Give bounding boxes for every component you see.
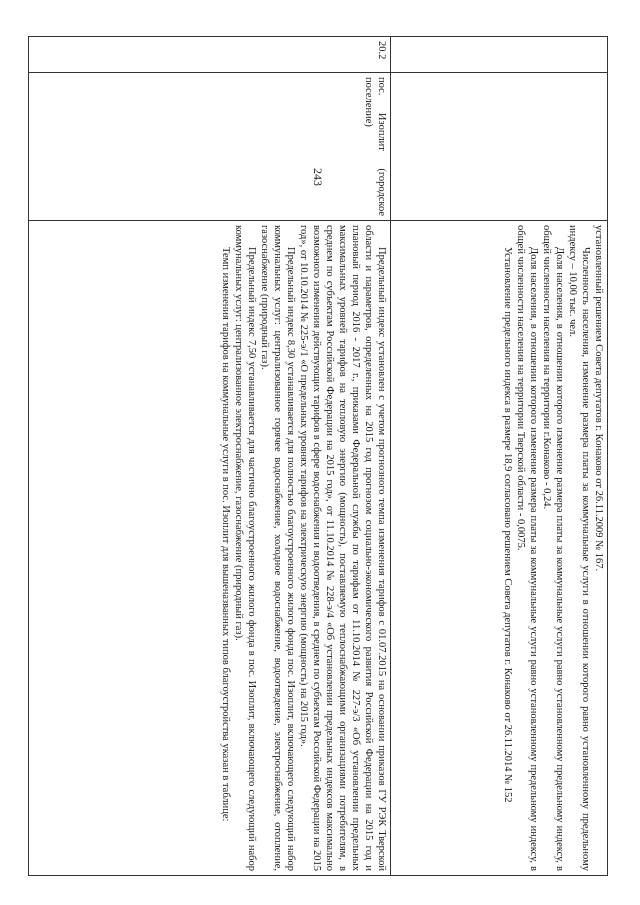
description-cell (391, 221, 608, 876)
description-paragraph: установленный решением Совета депутатов г. Конаково от 26.11.2009 № 167. (593, 225, 604, 572)
table-row (29, 37, 391, 876)
page-number: 243 (311, 168, 325, 186)
description-paragraph: Доля населения, в отношении которого изменение размера платы за коммунальные услуги равно установленному предельному индексу, в общей численности населения на территории г.Конаково - 0,24. (541, 225, 565, 871)
row-number-cell (391, 37, 608, 73)
tariff-table (28, 36, 608, 876)
description-paragraph: Установление предельного индекса в размере 18,9 согласовано решением Совета депутатов г. Конаково от 26.11.2014 № 152 (502, 247, 513, 803)
row-number-cell: 20.2 (29, 37, 391, 73)
rotated-table-wrapper (28, 36, 608, 876)
description-paragraph: Численность населения, изменение размера платы за коммунальные услуги в отношении которого равно установленному предельному индексу – 10,00 тыс. чел. (567, 225, 591, 871)
description-cell (29, 221, 391, 876)
municipality-name-cell (391, 73, 608, 221)
description-paragraph: Предельный индекс 8,30 устанавливается для полностью благоустроенного жилого фонда пос. Изоплит, включающего следующий набор коммунальных услуг: централизованное горячее водоснабжение, холодное водоснабжение, водоотведение, электроснабжение, отопление, газоснабжение (природный газ). (259, 225, 296, 871)
description-paragraph: Предельный индекс установлен с учетом прогнозного темпа изменения тарифов с 01.07.2015 на основании приказов ГУ РЭК Тверской области и параметров, определенных на 2015 год прогнозом социально-экономического развития Российской Федерации на 2015 год и плановый период 2016 - 2017 г., приказами Федеральной службы по тарифам от 11.10.2014 № 227-э/3 «Об установлении предельных максимальных уровней тарифов на тепловую энергию (мощность), поставляемую теплоснабжающими организациями потребителям, в среднем по субъектам Российской Федерации на 2015 год», от 11.10.2014 № 228-э/4 «Об установлении предельных индексов максимально возможного изменения действующих тарифов в сфере водоснабжения и водоотведения, в среднем по субъектам Российской Федерации на 2015 год», от 10.10.2014 № 225-э/1 «О предельных уровнях тарифов на электрическую энергию (мощность) на 2015 год». (298, 225, 387, 871)
description-paragraph: Доля населения, в отношении которого изменение размера платы за коммунальные услуги равно установленному предельному индексу, в общей численности населения на территории Тверской области - 0,0075. (515, 225, 539, 871)
municipality-name-cell: пос. Изоплит (городское поселение) (29, 73, 391, 221)
table-row (391, 37, 608, 876)
description-paragraph: Темп изменения тарифов на коммунальные услуги в пос. Изоплит для вышеназванных типов благоустройства указан в таблице: (220, 247, 231, 822)
description-paragraph: Предельный индекс 7,50 устанавливается для частично благоустроенного жилого фонда в пос. Изоплит, включающего следующий набор коммунальных услуг: централизованное электроснабжение, газоснабжение (природный газ). (233, 225, 257, 871)
